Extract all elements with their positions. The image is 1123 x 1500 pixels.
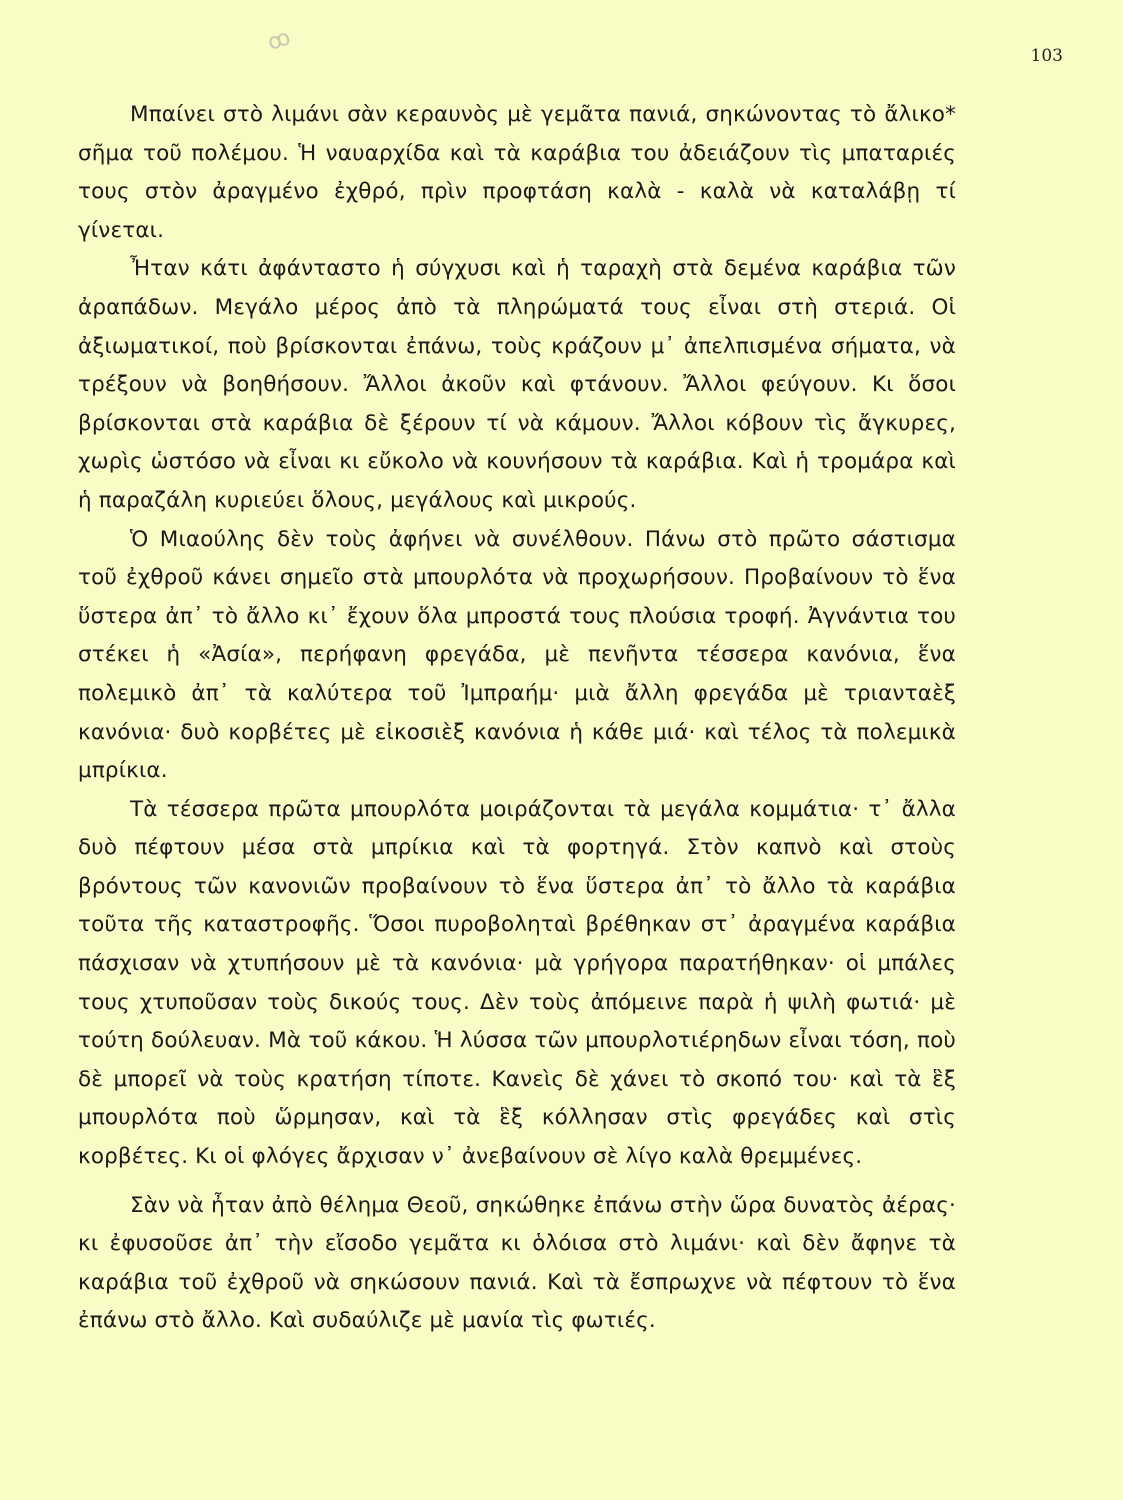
page-number: 103 bbox=[1030, 46, 1063, 66]
paragraph-4: Τὰ τέσσερα πρῶτα μπουρλότα μοιράζονται τὰ μεγάλα κομμάτια· τ᾽ ἄλλα δυὸ πέφτουν μέσα στὰ μπρίκια καὶ τὰ φορτηγά. Στὸν καπνὸ καὶ στοὺς βρόντους τῶν κανονιῶν προβαίνουν τὸ ἕνα ὕστερα ἀπ᾽ τὸ ἄλλο τὰ καράβια τοῦτα τῆς καταστροφῆς. Ὅσοι πυροβοληταὶ βρέθηκαν στ᾽ ἀραγμένα καράβια πάσχισαν νὰ χτυπήσουν μὲ τὰ κανόνια· μὰ γρήγορα παρατήθηκαν· οἱ μπάλες τους χτυποῦσαν τοὺς δικούς τους. Δὲν τοὺς ἀπόμεινε παρὰ ἡ ψιλὴ φωτιά· μὲ τούτη δούλευαν. Μὰ τοῦ κάκου. Ἡ λύσσα τῶν μπουρλοτιέρηδων εἶναι τόση, ποὺ δὲ μπορεῖ νὰ τοὺς κρατήση τίποτε. Κανεὶς δὲ χάνει τὸ σκοπό του· καὶ τὰ ἓξ μπουρλότα ποὺ ὥρμησαν, καὶ τὰ ἓξ κόλλησαν στὶς φρεγάδες καὶ στὶς κορβέτες. Κι οἱ φλόγες ἄρχισαν ν᾽ ἀνεβαίνουν σὲ λίγο καλὰ θρεμμένες. bbox=[78, 796, 956, 1170]
paragraph-5: Σὰν νὰ ἦταν ἀπὸ θέλημα Θεοῦ, σηκώθηκε ἐπάνω στὴν ὥρα δυνατὸς ἀέρας· κι ἐφυσοῦσε ἀπ᾽ τὴν εἴσοδο γεμᾶτα κι ὁλόισα στὸ λιμάνι· καὶ δὲν ἄφηνε τὰ καράβια τοῦ ἐχθροῦ νὰ σηκώσουν πανιά. Καὶ τὰ ἔσπρωχνε νὰ πέφτουν τὸ ἕνα ἐπάνω στὸ ἄλλο. Καὶ συδαύλιζε μὲ μανία τὶς φωτιές. bbox=[78, 1192, 956, 1334]
body-text bbox=[78, 96, 956, 1341]
paragraph-2: Ἦταν κάτι ἀφάνταστο ἡ σύγχυσι καὶ ἡ ταραχὴ στὰ δεμένα καράβια τῶν ἀραπάδων. Μεγάλο μέρος ἀπὸ τὰ πληρώματά τους εἶναι στὴ στεριά. Οἱ ἀξιωματικοί, ποὺ βρίσκονται ἐπάνω, τοὺς κράζουν μ᾽ ἀπελπισμένα σήματα, νὰ τρέξουν νὰ βοηθήσουν. Ἄλλοι ἀκοῦν καὶ φτάνουν. Ἄλλοι φεύγουν. Κι ὅσοι βρίσκονται στὰ καράβια δὲ ξέρουν τί νὰ κάμουν. Ἄλλοι κόβουν τὶς ἄγκυρες, χωρὶς ὡστόσο νὰ εἶναι κι εὔκολο νὰ κουνήσουν τὰ καράβια. Καὶ ἡ τρομάρα καὶ ἡ παραζάλη κυριεύει ὅλους, μεγάλους καὶ μικρούς. bbox=[78, 256, 956, 513]
paragraph-3: Ὁ Μιαούλης δὲν τοὺς ἀφήνει νὰ συνέλθουν. Πάνω στὸ πρῶτο σάστισμα τοῦ ἐχθροῦ κάνει σημεῖο στὰ μπουρλότα νὰ προχωρήσουν. Προβαίνουν τὸ ἕνα ὕστερα ἀπ᾽ τὸ ἄλλο κι᾽ ἔχουν ὅλα μπροστά τους πλούσια τροφή. Ἀγνάντια του στέκει ἡ «Ἀσία», περήφανη φρεγάδα, μὲ πενῆντα τέσσερα κανόνια, ἕνα πολεμικὸ ἀπ᾽ τὰ καλύτερα τοῦ Ἰμπραήμ· μιὰ ἄλλη φρεγάδα μὲ τριανταὲξ κανόνια· δυὸ κορβέτες μὲ εἰκοσιὲξ κανόνια ἡ κάθε μιά· καὶ τέλος τὰ πολεμικὰ μπρίκια. bbox=[78, 526, 956, 784]
corner-stamp-mark: ꝏ bbox=[264, 25, 294, 56]
paragraph-1: Μπαίνει στὸ λιμάνι σὰν κεραυνὸς μὲ γεμᾶτα πανιά, σηκώνοντας τὸ ἄλικο* σῆμα τοῦ πολέμου. Ἡ ναυαρχίδα καὶ τὰ καράβια του ἀδειάζουν τὶς μπαταριές τους στὸν ἀραγμένο ἐχθρό, πρὶν προφτάση καλὰ - καλὰ νὰ καταλάβῃ τί γίνεται. bbox=[78, 102, 956, 243]
